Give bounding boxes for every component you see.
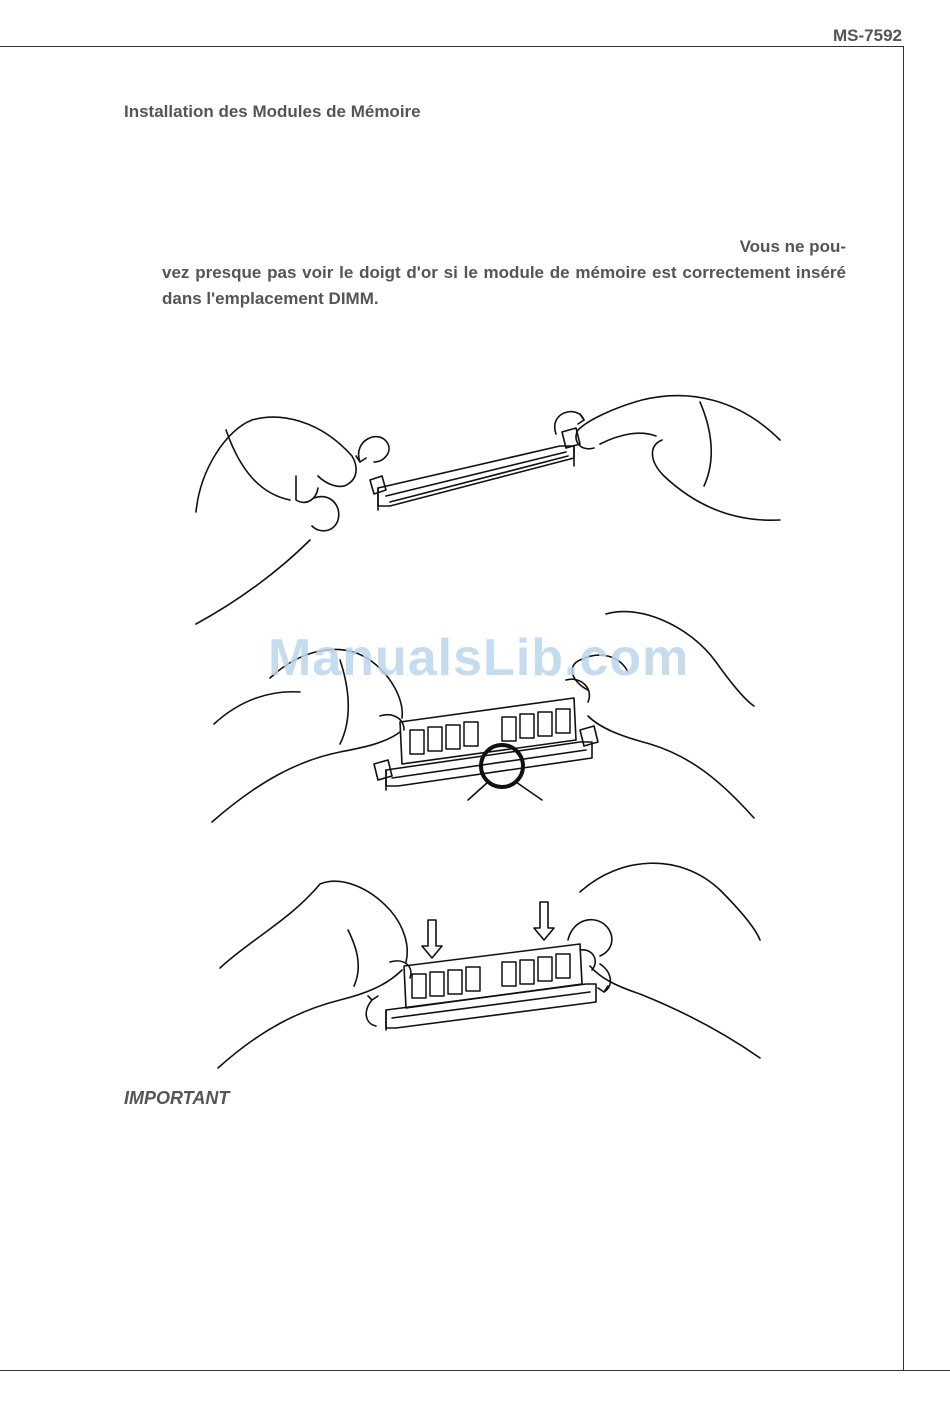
- watermark-text: ManualsLib.com: [268, 629, 690, 687]
- step1-open-clips-figure: [196, 396, 780, 624]
- section-heading: Installation des Modules de Mémoire: [124, 102, 421, 121]
- model-number: MS-7592: [833, 26, 902, 45]
- note-line-1: Vous ne pou-: [739, 237, 846, 256]
- important-label: IMPORTANT: [124, 1088, 230, 1108]
- step3-press-down-figure: [218, 863, 760, 1068]
- note-rest: vez presque pas voir le doigt d'or si le module de mémoire est correctement inséré dans l'emplacement DIMM.: [162, 263, 846, 308]
